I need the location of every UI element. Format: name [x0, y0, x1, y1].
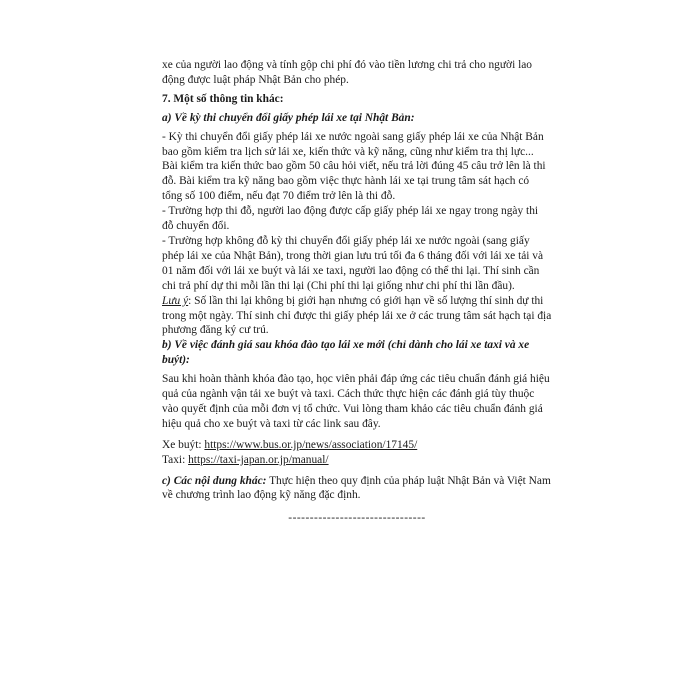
note-label: Lưu ý: [162, 294, 189, 307]
note-paragraph: [162, 294, 552, 339]
paragraph-c: [162, 474, 552, 504]
note-text: : Số lần thi lại không bị giới hạn nhưng có giới hạn về số lượng thí sinh dự thi trong một ngày. Thí sinh chỉ được thi giấy phép lái xe ở các trung tâm sát hạch tại địa phương đăng ký cư trú.: [162, 294, 552, 337]
subsection-a-title: a) Về kỳ thi chuyển đổi giấy phép lái xe tại Nhật Bản:: [162, 111, 415, 124]
document-body: [162, 58, 552, 526]
paragraph-b1: Sau khi hoàn thành khóa đào tạo, học viên phải đáp ứng các tiêu chuẩn đánh giá hiệu quả của ngành vận tải xe buýt và taxi. Cách thức thực hiện các đánh giá tùy thuộc vào quyết định của mỗi đơn vị tổ chức. Vui lòng tham khảo các tiêu chuẩn đánh giá hiệu quả cho xe buýt và taxi từ các link sau đây.: [162, 373, 550, 430]
taxi-label: Taxi:: [162, 453, 189, 466]
bus-link[interactable]: https://www.bus.or.jp/news/association/17145/: [204, 438, 418, 451]
taxi-line: [162, 453, 552, 468]
intro-paragraph: xe của người lao động và tính gộp chi phí đó vào tiền lương chi trả cho người lao động được luật pháp Nhật Bản cho phép.: [162, 59, 533, 86]
paragraph-a3: - Trường hợp không đỗ kỳ thi chuyển đổi giấy phép lái xe nước ngoài (sang giấy phép lái xe của Nhật Bản), trong thời gian lưu trú tối đa 6 tháng đối với lái xe tải và 01 năm đối với lái xe buýt và lái xe taxi, người lao động có thể thi lại. Thí sinh cần chi trả phí dự thi mỗi lần thi lại (Chi phí thi lại giống như chi phí thi lần đầu).: [162, 234, 544, 292]
paragraph-a1: - Kỳ thi chuyển đổi giấy phép lái xe nước ngoài sang giấy phép lái xe của Nhật Bản bao gồm kiểm tra lịch sử lái xe, kiến thức và kỹ năng, cũng như kiểm tra thị lực... Bài kiểm tra kiến thức bao gồm 50 câu hỏi viết, nếu trả lời đúng 45 câu trở lên là thi đỗ. Bài kiểm tra kỹ năng bao gồm việc thực hành lái xe tại trung tâm sát hạch có tổng số 100 điểm, nếu đạt 70 điểm trở lên là thi đỗ.: [162, 130, 546, 203]
subsection-c-title: c) Các nội dung khác:: [162, 474, 267, 487]
section-title: 7. Một số thông tin khác:: [162, 92, 284, 105]
bus-line: [162, 438, 552, 453]
subsection-b-title: b) Về việc đánh giá sau khóa đào tạo lái xe mới (chỉ dành cho lái xe taxi và xe buýt):: [162, 339, 530, 367]
paragraph-c1: Thực hiện theo quy định của pháp luật Nhật Bản và Việt Nam về chương trình lao động kỹ năng đặc định.: [162, 474, 551, 502]
divider-line: --------------------------------: [288, 512, 426, 525]
paragraph-a2: - Trường hợp thi đỗ, người lao động được cấp giấy phép lái xe ngay trong ngày thi đỗ chuyển đổi.: [162, 205, 539, 233]
taxi-link[interactable]: https://taxi-japan.or.jp/manual/: [188, 453, 329, 466]
bus-label: Xe buýt:: [162, 438, 205, 451]
